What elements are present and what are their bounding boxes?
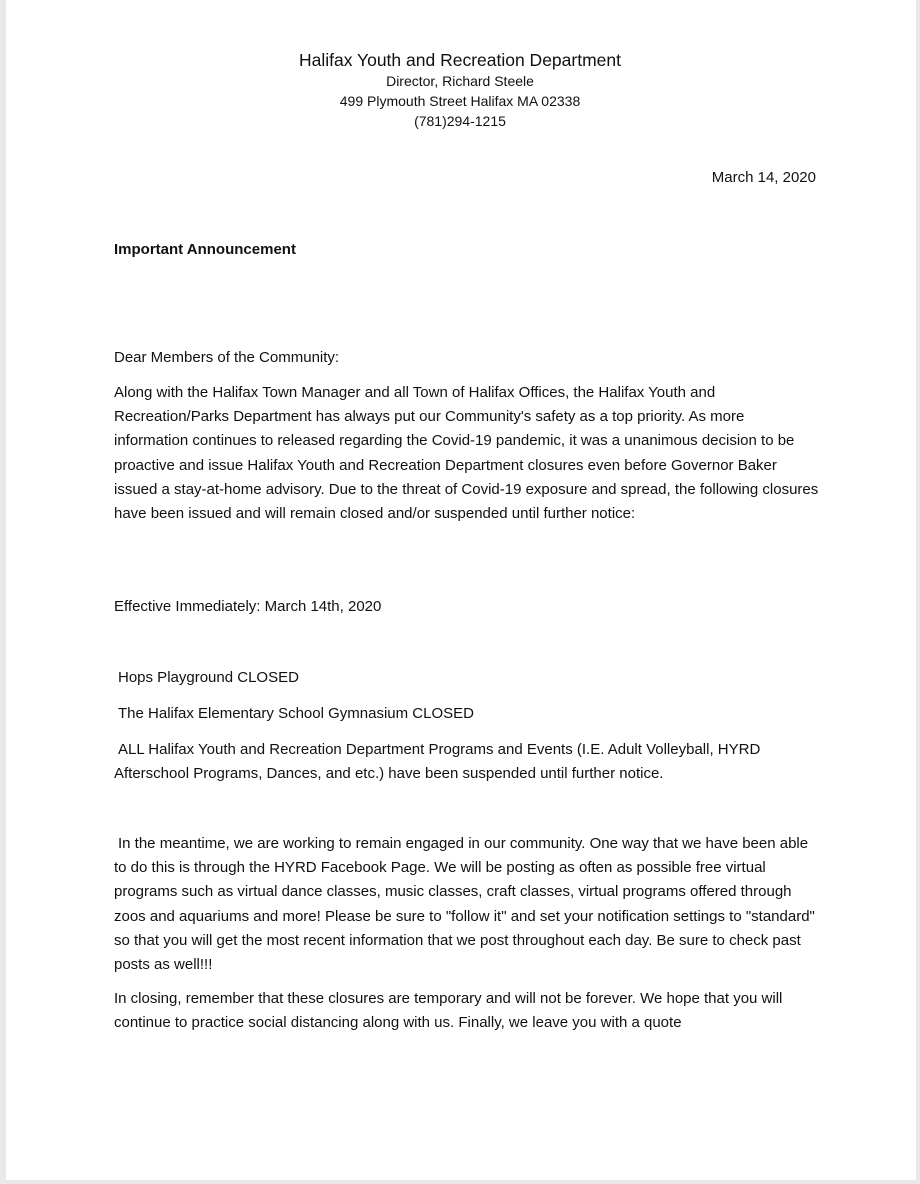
salutation: Dear Members of the Community: [114,349,340,366]
effective-date-line: Effective Immediately: March 14th, 2020 [114,598,382,615]
closure-item: Hops Playground CLOSED [118,669,299,686]
letter-date: March 14, 2020 [711,169,816,186]
address-line: 499 Plymouth Street Halifax MA 02338 [339,93,581,109]
closure-item: The Halifax Elementary School Gymnasium CLOSED [118,705,474,722]
letterhead [0,49,920,131]
director-line: Director, Richard Steele [386,73,534,89]
announcement-heading: Important Announcement [114,241,296,258]
organization-name: Halifax Youth and Recreation Department [298,50,621,70]
closure-item: ALL Halifax Youth and Recreation Department Programs and Events (I.E. Adult Volleyball, HYRD Afterschool Programs, Dances, and etc.) have been suspended until further notice. [114,741,761,783]
closing-paragraph: In closing, remember that these closures are temporary and will not be forever. We hope that you will continue to practice social distancing along with us. Finally, we leave you with a quote [114,990,783,1032]
letter-page [6,0,916,1180]
phone-line: (781)294-1215 [414,113,506,129]
intro-paragraph: Along with the Halifax Town Manager and all Town of Halifax Offices, the Halifax Youth and Recreation/Parks Department has always put our Community's safety as a top priority. As more information continues to released regarding the Covid-19 pandemic, it was a unanimous decision to be proactive and issue Halifax Youth and Recreation Department closures even before Governor Baker issued a stay-at-home advisory. Due to the threat of Covid-19 exposure and spread, the following closures have been issued and will remain closed and/or suspended until further notice: [114,384,819,523]
meantime-paragraph: In the meantime, we are working to remain engaged in our community. One way that we have been able to do this is through the HYRD Facebook Page. We will be posting as often as possible free virtual programs such as virtual dance classes, music classes, craft classes, virtual programs offered through zoos and aquariums and more! Please be sure to "follow it" and set your notification settings to "standard" so that you will get the most recent information that we post throughout each day. Be sure to check past posts as well!!! [114,835,815,974]
